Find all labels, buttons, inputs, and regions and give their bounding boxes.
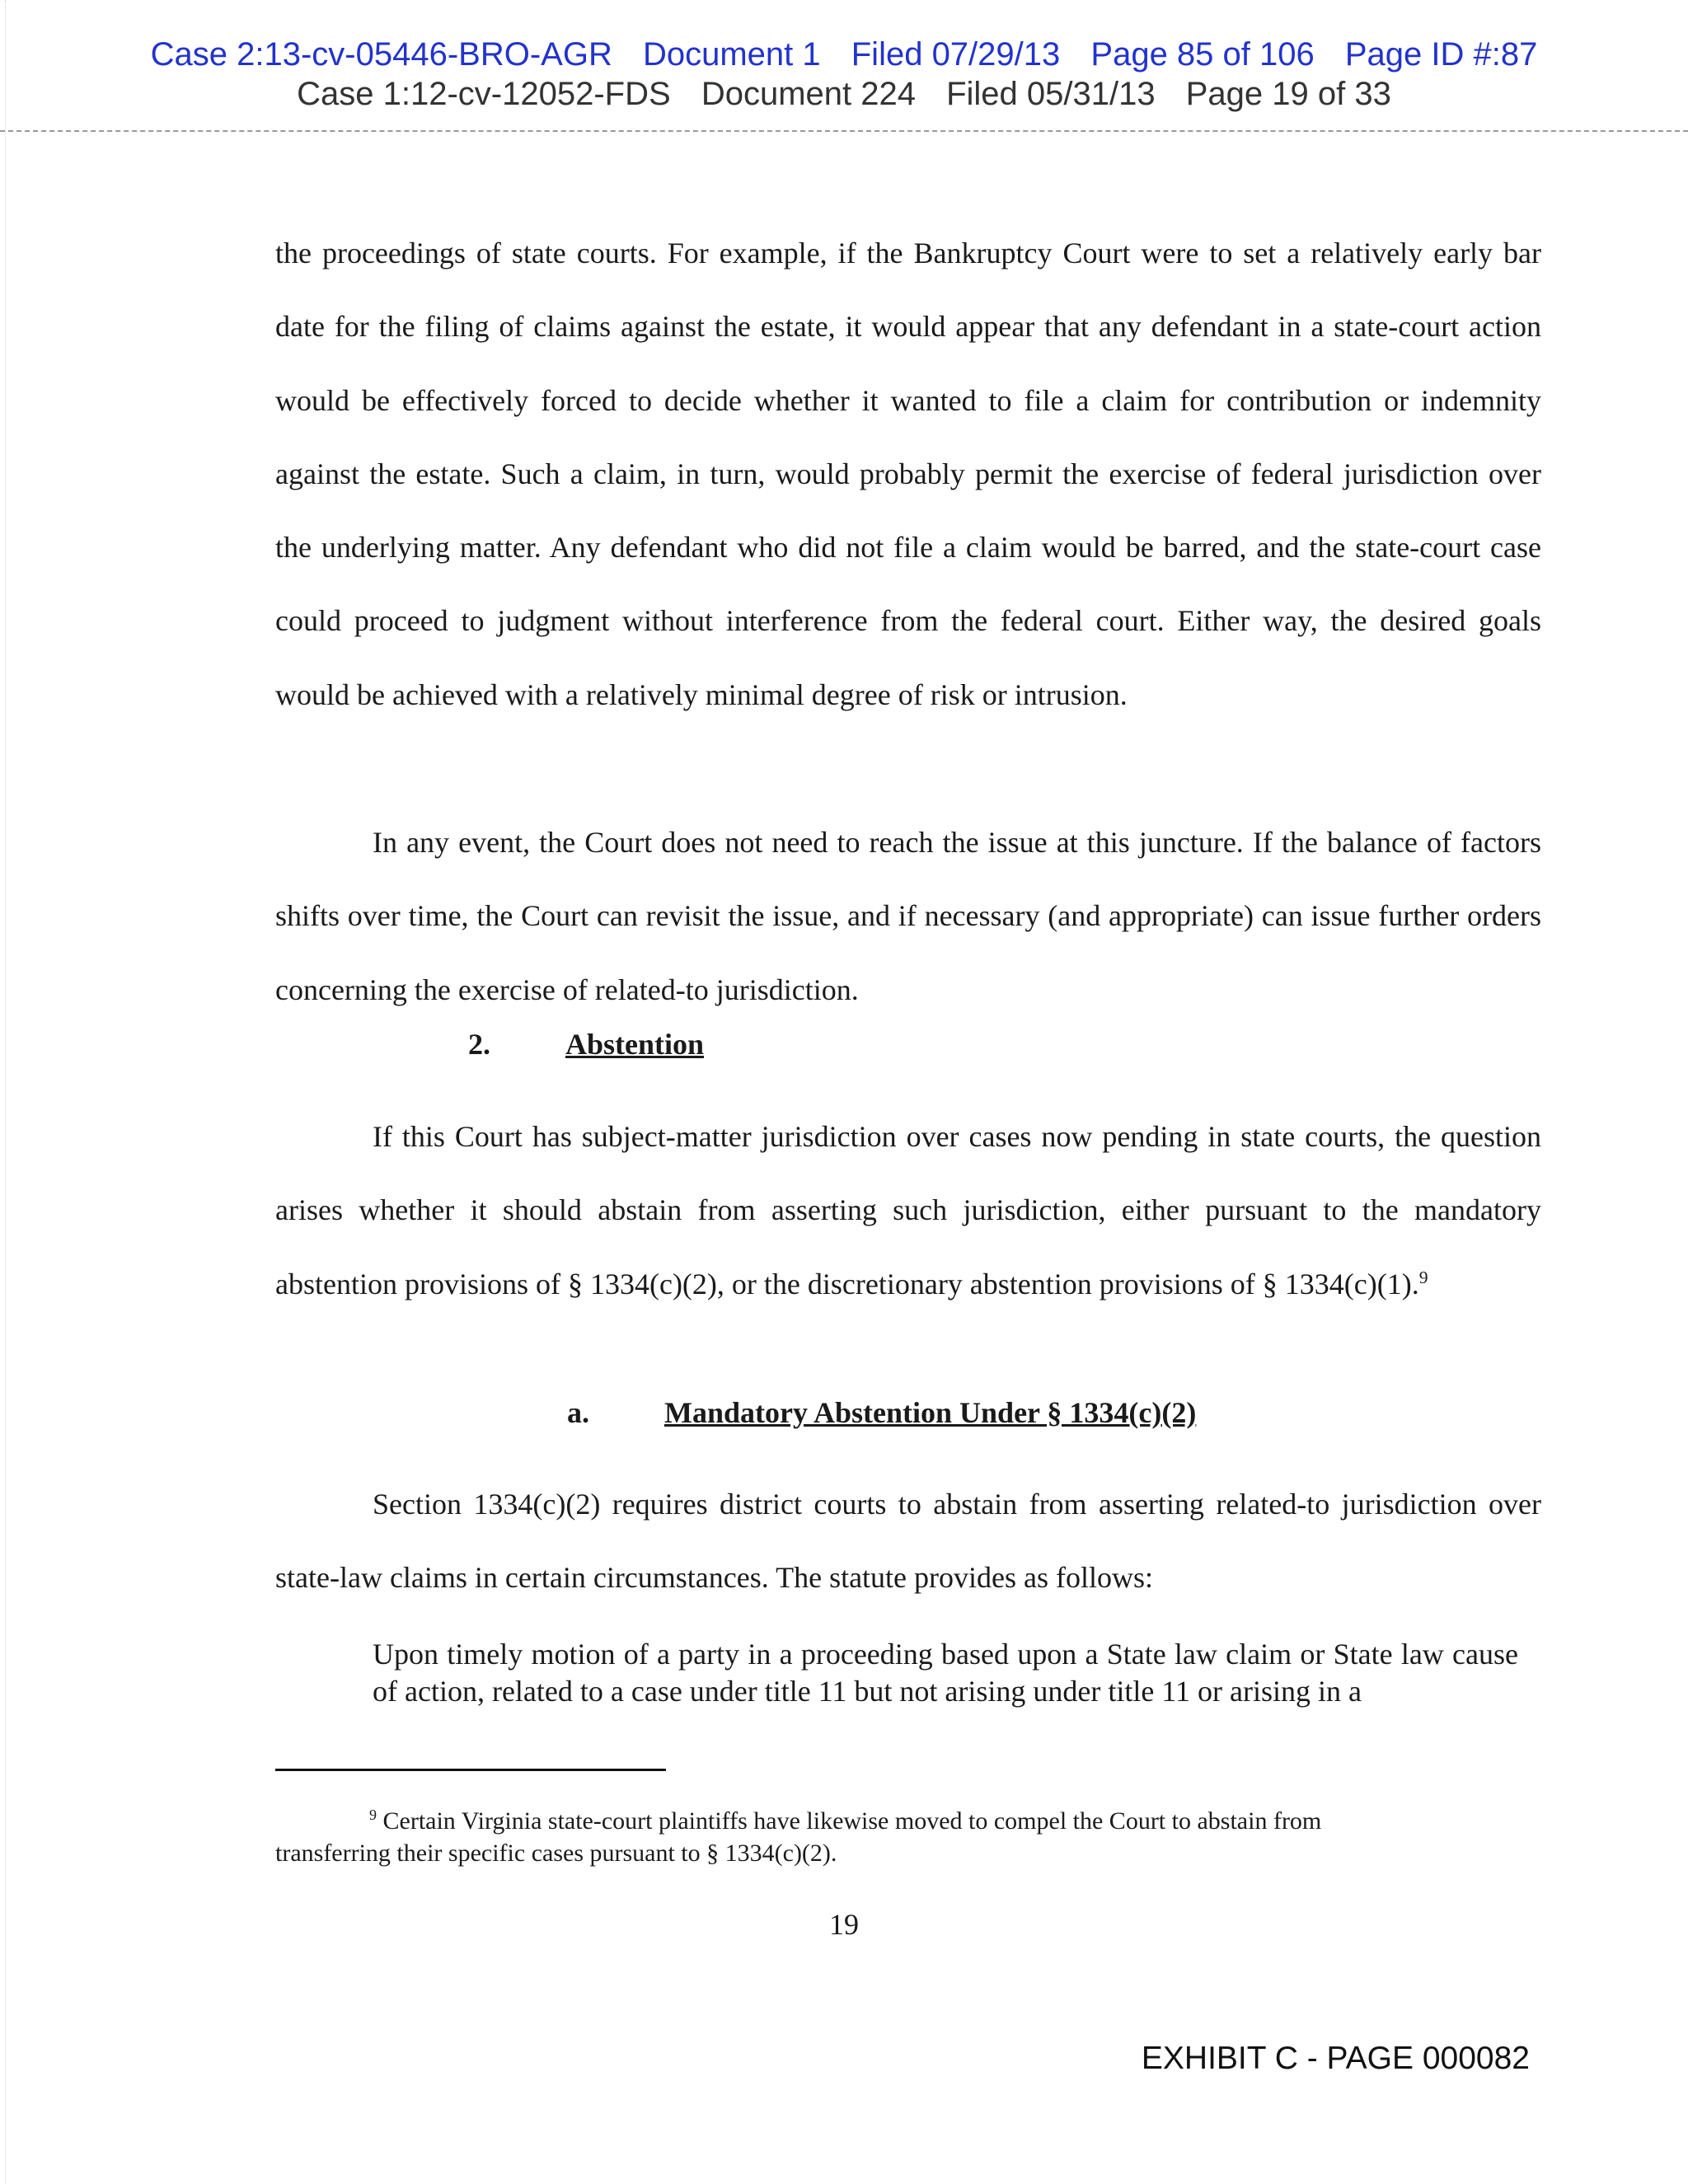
court-filing-stamp bbox=[0, 36, 1688, 73]
footnote-text: Certain Virginia state-court plaintiffs have likewise moved to compel the Court to abstain from transferring their specific cases pursuant to § 1334(c)(2). bbox=[275, 1807, 1322, 1867]
footnote-number: 9 bbox=[369, 1807, 377, 1823]
section-heading bbox=[468, 1027, 704, 1062]
footnote-divider bbox=[275, 1769, 666, 1771]
footnote bbox=[275, 1805, 1413, 1869]
page-id: Page ID #:87 bbox=[1344, 36, 1538, 73]
document-number: Document 1 bbox=[642, 36, 821, 73]
filed-date: Filed 07/29/13 bbox=[851, 36, 1061, 73]
orig-filed-date: Filed 05/31/13 bbox=[946, 76, 1156, 112]
scan-edge-artifact bbox=[5, 0, 16, 2184]
orig-document-number: Document 224 bbox=[701, 76, 916, 112]
paragraph-text: Section 1334(c)(2) requires district courts to abstain from asserting related-to jurisdiction over state-law claims in certain circumstances. The statute provides as follows: bbox=[275, 1488, 1541, 1595]
page-count: Page 85 of 106 bbox=[1090, 36, 1315, 73]
section-number: 2. bbox=[468, 1028, 490, 1061]
paragraph-text-with-footnote bbox=[275, 1100, 1541, 1321]
exhibit-stamp: EXHIBIT C - PAGE 000082 bbox=[1141, 2041, 1530, 2076]
paragraph-text: In any event, the Court does not need to reach the issue at this juncture. If the balance of factors shifts over time, the Court can revisit the issue, and if necessary (and appropriate) can issue further orders concerning the exercise of related-to jurisdiction. bbox=[275, 826, 1541, 1006]
case-number: Case 2:13-cv-05446-BRO-AGR bbox=[150, 36, 612, 73]
body-paragraph bbox=[275, 217, 1541, 732]
original-filing-stamp bbox=[0, 76, 1688, 113]
body-paragraph bbox=[275, 1468, 1541, 1615]
subsection-letter: a. bbox=[567, 1396, 589, 1429]
page-number: 19 bbox=[829, 1908, 859, 1941]
paragraph-text: the proceedings of state courts. For example, if the Bankruptcy Court were to set a relatively early bar date for the filing of claims against the estate, it would appear that any defendant in a state-court action would be effectively forced to decide whether it wanted to file a claim for contribution or indemnity against the estate. Such a claim, in turn, would probably permit the exercise of federal jurisdiction over the underlying matter. Any defendant who did not file a claim would be barred, and the state-court case could proceed to judgment without interference from the federal court. Either way, the desired goals would be achieved with a relatively minimal degree of risk or intrusion. bbox=[275, 237, 1541, 711]
block-quote bbox=[373, 1636, 1518, 1710]
subsection-heading bbox=[567, 1395, 1196, 1430]
orig-page-count: Page 19 of 33 bbox=[1185, 76, 1391, 112]
section-title: Abstention bbox=[565, 1028, 705, 1061]
quote-text: Upon timely motion of a party in a proceeding based upon a State law claim or State law cause of action, related to a case under title 11 but not arising under title 11 or arising in a bbox=[373, 1638, 1518, 1708]
footnote-reference: 9 bbox=[1418, 1267, 1428, 1287]
subsection-title: Mandatory Abstention Under § 1334(c)(2) bbox=[664, 1396, 1197, 1429]
body-paragraph bbox=[275, 1100, 1541, 1321]
header-divider bbox=[0, 130, 1688, 132]
orig-case-number: Case 1:12-cv-12052-FDS bbox=[297, 76, 671, 112]
body-paragraph bbox=[275, 806, 1541, 1027]
paragraph-text: If this Court has subject-matter jurisdiction over cases now pending in state courts, the question arises whether it should abstain from asserting such jurisdiction, either pursuant to the mandatory abstention provisions of § 1334(c)(2), or the discretionary abstention provisions of § 1334(c)(1). bbox=[275, 1120, 1541, 1301]
